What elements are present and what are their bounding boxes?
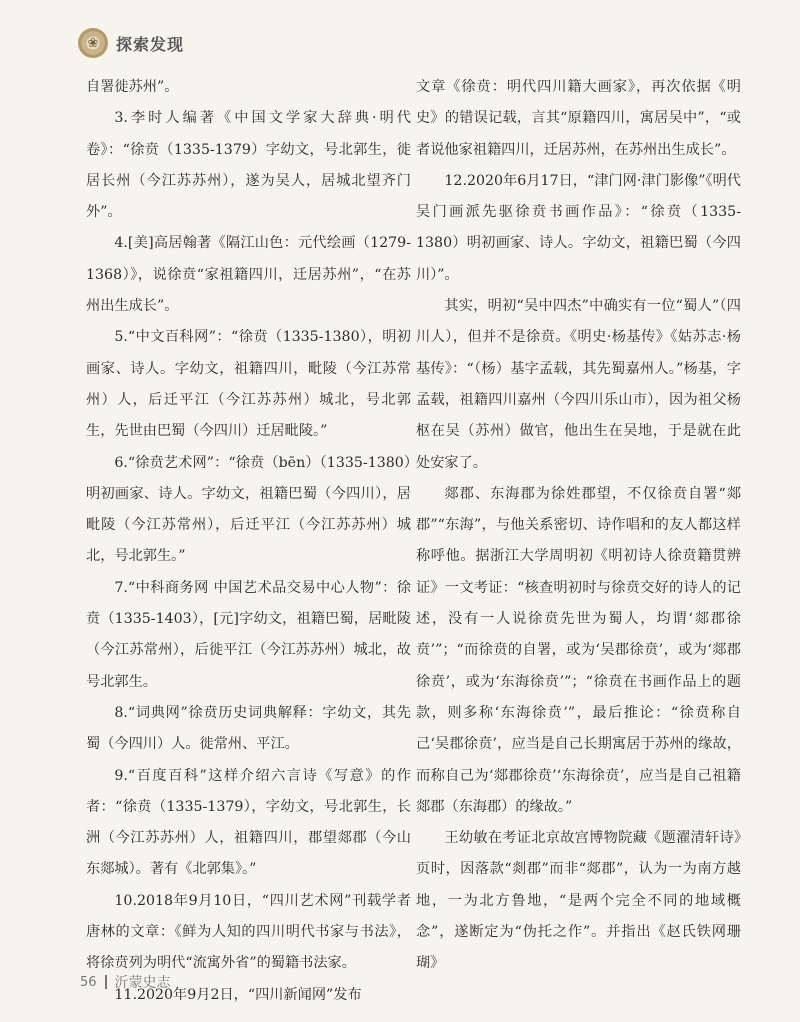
paragraph: 4.[美]高居翰著《隔江山色：元代绘画（1279-1368）》，说徐贲“家祖籍四川，迁居苏州”，“在苏州出生成长”。 [86, 235, 411, 315]
paragraph: 自署徙苏州”。 [86, 79, 179, 95]
seal-emblem-icon: ❀ [78, 28, 108, 58]
paragraph: 王幼敏在考证北京故宫博物院藏《题濯清轩诗》页时，因落款“剡郡”而非“郯郡”，认为一为南方越地，一为北方鲁地，“是两个完全不同的地域概念”，遂断定为“伪托之作”。并指出《赵氏铁网珊瑚》 [416, 830, 741, 972]
paragraph: 郯郡、东海郡为徐姓郡望，不仅徐贲自署“郯郡”“东海”，与他关系密切、诗作唱和的友人都这样称呼他。据浙江大学周明初《明初诗人徐贲籍贯辨证》一文考证：“核查明初时与徐贲交好的诗人的记述，没有一人说徐贲先世为蜀人，均谓‘郯郡徐贲’”；“而徐贲的自署，或为‘吴郡徐贲’，或为‘郯郡徐贲’，或为‘东海徐贲’”；“徐贲在书画作品上的题款，则多称‘东海徐贲’”，最后推论：“徐贲称自己‘吴郡徐贲’，应当是自己长期寓居于苏州的缘故，而称自己为‘郯郡徐贲’‘东海徐贲’，应当是自己祖籍郯郡（东海郡）的缘故。” [416, 485, 741, 815]
paragraph: 6.“徐贲艺术网”：“徐贲（bēn）（1335-1380）明初画家、诗人。字幼文，祖籍巴蜀（今四川），居毗陵（今江苏常州），后迁平江（今江苏苏州）城北，号北郭生。” [86, 454, 411, 565]
paragraph: 5.“中文百科网”：“徐贲（1335-1380），明初画家、诗人。字幼文，祖籍四川，毗陵（今江苏常州）人，后迁平江（今江苏苏州）城北，号北郭生，先世由巴蜀（今四川）迁居毗陵。” [86, 329, 411, 440]
paragraph: 11.2020年9月2日，“四川新闻网”发布 [114, 986, 362, 1003]
paragraph: 文章《徐贲：明代四川籍大画家》，再次依据《明史》的错误记载，言其“原籍四川，寓居吴中”，“或者说他家祖籍四川，迁居苏州，在苏州出生成长”。 [416, 79, 741, 158]
paragraph: 其实，明初“吴中四杰”中确实有一位“蜀人”（四川人），但并不是徐贲。《明史·杨基传》《姑苏志·杨基传》：“（杨）基字孟载，其先蜀嘉州人。”杨基，字孟载，祖籍四川嘉州（今四川乐山市），因为祖父杨枢在吴（苏州）做官，他出生在吴地，于是就在此处安家了。 [416, 298, 741, 471]
magazine-name: 沂蒙史志 [114, 975, 171, 991]
footer-divider [105, 975, 107, 989]
paragraph: 9.“百度百科”这样介绍六言诗《写意》的作者：“徐贲（1335-1379），字幼文，号北郭生，长洲（今江苏苏州）人，祖籍四川，郡望郯郡（今山东郯城）。著有《北郭集》。” [86, 767, 411, 878]
page-footer [80, 972, 171, 992]
paragraph: 8.“词典网”徐贲历史词典解释：字幼文，其先蜀（今四川）人。徙常州、平江。 [86, 704, 411, 753]
page-number: 56 [80, 974, 97, 990]
page-header [78, 26, 184, 60]
right-text-column [416, 72, 741, 980]
paragraph: 7.“中科商务网 中国艺术品交易中心人物”：徐贲（1335-1403），[元]字幼文，祖籍巴蜀，居毗陵（今江苏常州），后徙平江（今江苏苏州）城北，故号北郭生。 [86, 579, 411, 690]
paragraph: 12.2020年6月17日，“津门网·津门影像”《明代吴门画派先驱徐贲书画作品》：“徐贲（1335-1380）明初画家、诗人。字幼文，祖籍巴蜀（今四川）”。 [416, 172, 741, 283]
paragraph: 10.2018年9月10日，“四川艺术网”刊载学者唐林的文章：《鲜为人知的四川明代书家与书法》，将徐贲列为明代“流寓外省”的蜀籍书法家。 [86, 892, 411, 972]
left-text-column [86, 72, 411, 1011]
paragraph: 3.李时人编著《中国文学家大辞典·明代卷》：“徐贲（1335-1379）字幼文，号北郭生，徙居长州（今江苏苏州），遂为吴人，居城北望齐门外”。 [86, 110, 411, 221]
section-title: 探索发现 [116, 34, 185, 54]
